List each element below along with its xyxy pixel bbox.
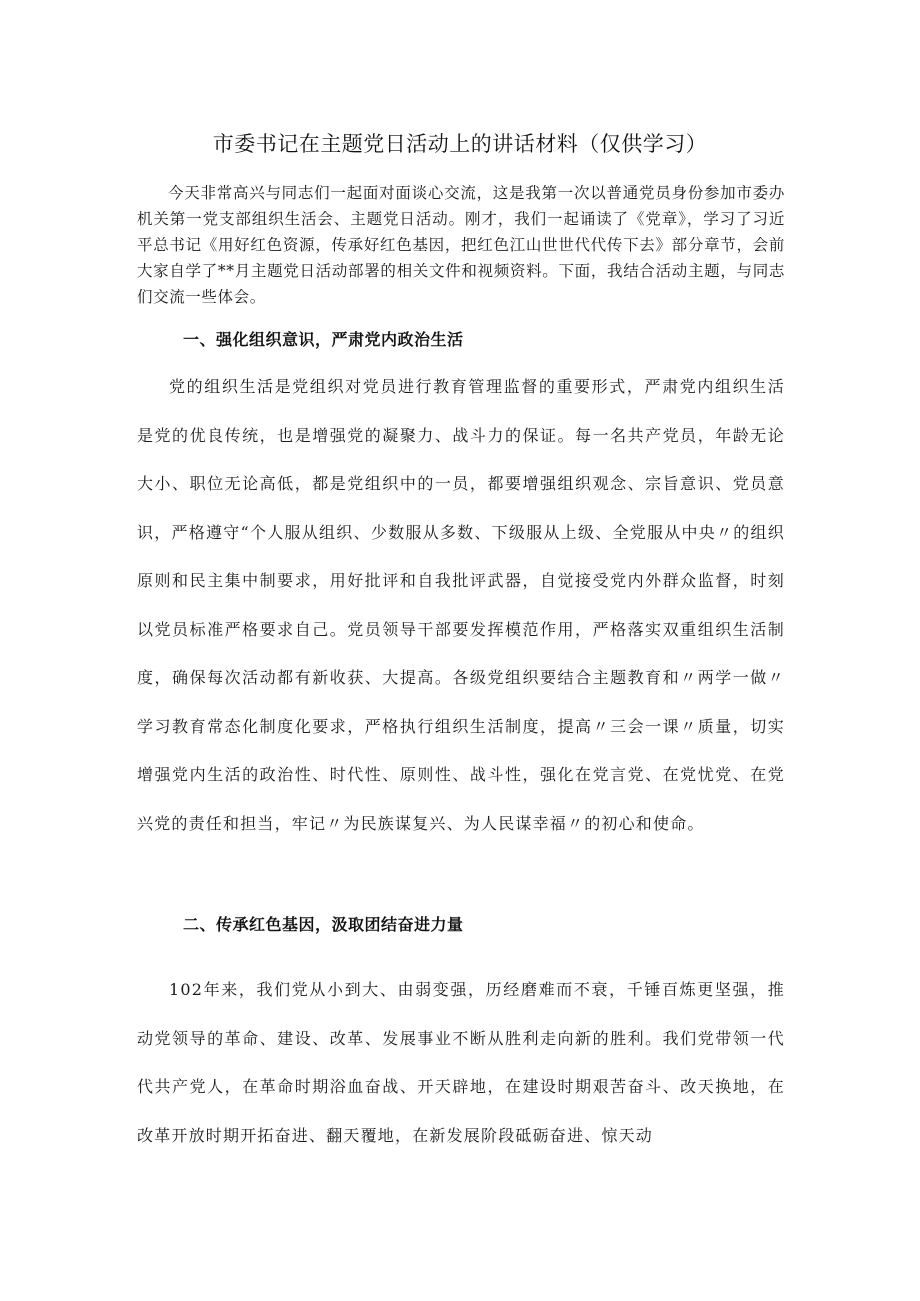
- document-title: 市委书记在主题党日活动上的讲话材料（仅供学习）: [212, 132, 708, 156]
- section-paragraph-1: 党的组织生活是党组织对党员进行教育管理监督的重要形式，严肃党内组织生活是党的优良传统，也是增强党的凝聚力、战斗力的保证。每一名共产党员，年龄无论大小、职位无论高低，都是党组织中的一员，都要增强组织观念、宗旨意识、党员意识，严格遵守“个人服从组织、少数服从多数、下级服从上级、全党服从中央〃的组织原则和民主集中制要求，用好批评和自我批评武器，自觉接受党内外群众监督，时刻以党员标准严格要求自己。党员领导干部要发挥模范作用，严格落实双重组织生活制度，确保每次活动都有新收获、大提高。各级党组织要结合主题教育和〃两学一做〃学习教育常态化制度化要求，严格执行组织生活制度，提高〃三会一课〃质量，切实增强党内生活的政治性、时代性、原则性、战斗性，强化在党言党、在党忧党、在党兴党的责任和担当，牢记〃为民族谋复兴、为人民谋幸福〃的初心和使命。: [137, 377, 785, 833]
- section-heading-1: 一、强化组织意识，严肃党内政治生活: [183, 330, 464, 349]
- intro-paragraph: 今天非常高兴与同志们一起面对面谈心交流，这是我第一次以普通党员身份参加市委办机关第一党支部组织生活会、主题党日活动。刚才，我们一起诵读了《党章》，学习了习近平总书记《用好红色资源，传承好红色基因，把红色江山世世代代传下去》部分章节，会前大家自学了**月主题党日活动部署的相关文件和视频资料。下面，我结合活动主题，与同志们交流一些体会。: [137, 184, 785, 306]
- section-paragraph-2: 102年来，我们党从小到大、由弱变强，历经磨难而不衰，千锤百炼更坚强，推动党领导的革命、建设、改革、发展事业不断从胜利走向新的胜利。我们党带领一代代共产党人，在革命时期浴血奋战、开天辟地，在建设时期艰苦奋斗、改天换地，在改革开放时期开拓奋进、翻天覆地，在新发展阶段砥砺奋进、惊天动: [137, 980, 785, 1145]
- section-heading-2: 二、传承红色基因，汲取团结奋进力量: [183, 915, 464, 934]
